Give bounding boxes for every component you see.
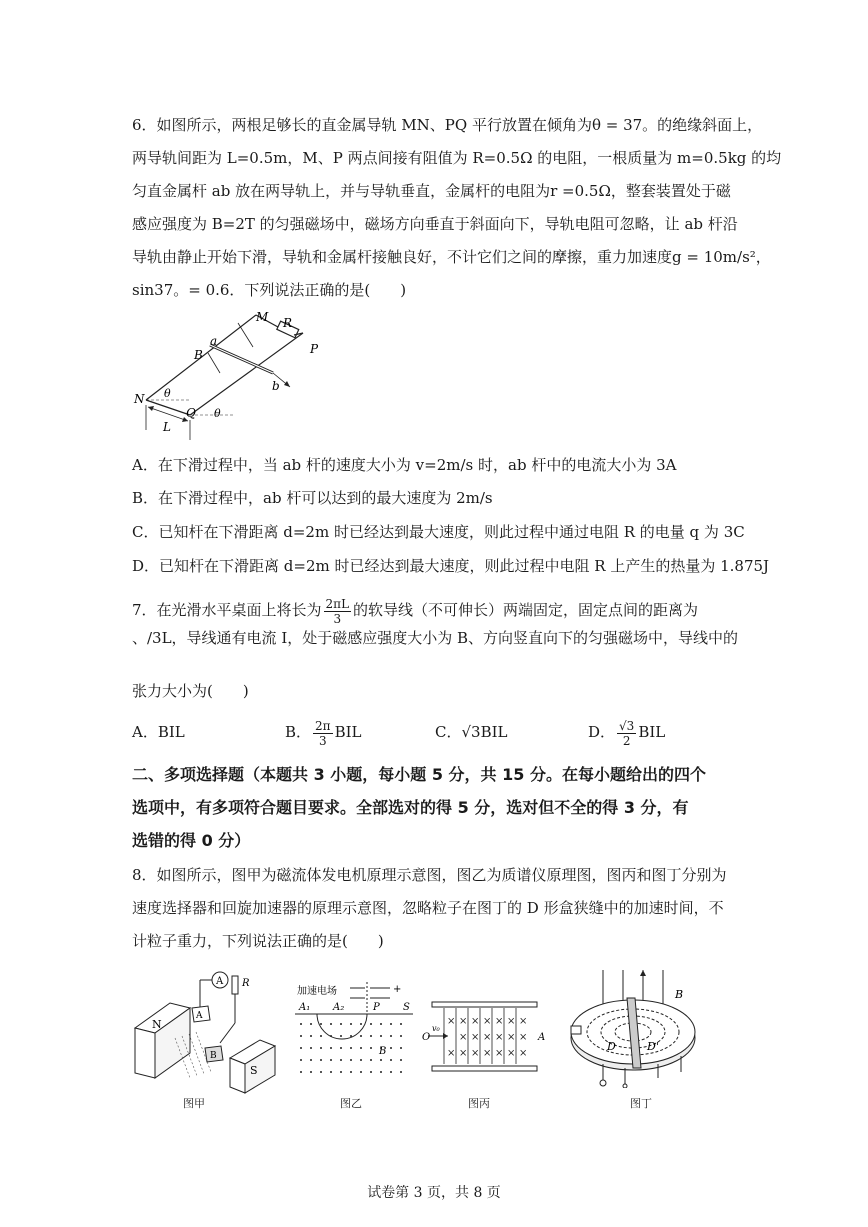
q7-option-b-num: 2π xyxy=(315,718,331,733)
fig-jia-R: R xyxy=(242,978,250,989)
fig-jia-meter-label: A xyxy=(216,976,224,987)
fig-yi-A1: A₁ xyxy=(299,1002,311,1013)
fig-bing-v0: v₀ xyxy=(432,1024,440,1033)
fig-ding-B: B xyxy=(675,988,684,1001)
svg-text:×: × xyxy=(519,1032,528,1043)
q6-option-b: B．在下滑过程中，ab 杆可以达到的最大速度为 2m/s xyxy=(132,489,493,507)
q7-option-d xyxy=(588,712,665,752)
q8-line-2: 速度选择器和回旋加速器的原理示意图，忽略粒子在图丁的 D 形盒狭缝中的加速时间，不 xyxy=(132,899,724,917)
svg-text:×: × xyxy=(483,1032,492,1043)
svg-text:×: × xyxy=(507,1016,516,1027)
q6-label-R: R xyxy=(283,316,293,330)
q7-option-b-post: BIL xyxy=(334,723,362,741)
svg-text:×: × xyxy=(483,1048,492,1059)
q7-line-2: 、/3L，导线通有电流 I，处于磁感应强度大小为 B、方向竖直向下的匀强磁场中，导线中的 xyxy=(132,629,739,647)
q7-option-b-den: 3 xyxy=(318,733,327,748)
svg-text:×: × xyxy=(447,1016,456,1027)
q7-line-3: 张力大小为( ) xyxy=(132,682,249,700)
svg-text:×: × xyxy=(447,1048,456,1059)
q6-label-theta-1: θ xyxy=(164,387,171,400)
fig-ding-D1: D xyxy=(607,1040,616,1053)
fig-bing-velocity-selector xyxy=(422,1000,547,1075)
fig-bing-A: A xyxy=(538,1032,546,1043)
q7-option-c: C．√3BIL xyxy=(435,723,508,741)
caption-bing: 图丙 xyxy=(468,1097,490,1110)
q7-line-1 xyxy=(132,590,698,630)
svg-text:×: × xyxy=(507,1048,516,1059)
q7-line-1-pre: 7．在光滑水平桌面上将长为 xyxy=(132,601,322,619)
svg-text:×: × xyxy=(471,1016,480,1027)
svg-text:×: × xyxy=(519,1016,528,1027)
q6-label-a: a xyxy=(210,334,218,348)
svg-text:×: × xyxy=(495,1048,504,1059)
caption-ding: 图丁 xyxy=(630,1097,652,1110)
fig-yi-A2: A₂ xyxy=(333,1002,345,1013)
fig-yi-B: B xyxy=(379,1046,387,1057)
q7-option-d-pre: D． xyxy=(588,723,616,741)
caption-yi: 图乙 xyxy=(340,1097,362,1110)
fig-yi-plus: + xyxy=(393,984,402,995)
q6-option-c: C．已知杆在下滑距离 d=2m 时已经达到最大速度，则此过程中通过电阻 R 的电量 q 为 3C xyxy=(132,523,745,541)
section2-line-1: 二、多项选择题（本题共 3 小题，每小题 5 分，共 15 分。在每小题给出的四个 xyxy=(132,765,706,784)
q8-line-3: 计粒子重力，下列说法正确的是( ) xyxy=(132,932,384,950)
q6-label-P: P xyxy=(310,342,319,356)
q8-line-1: 8．如图所示，图甲为磁流体发电机原理示意图，图乙为质谱仪原理图，图丙和图丁分别为 xyxy=(132,866,727,884)
q6-line-3: 匀直金属杆 ab 放在两导轨上，并与导轨垂直，金属杆的电阻为r =0.5Ω，整套装置处于磁 xyxy=(132,182,731,200)
fig-jia-plate-B: B xyxy=(210,1051,217,1061)
q7-option-a: A．BIL xyxy=(132,723,185,741)
q7-option-d-fraction xyxy=(617,719,636,748)
page-footer: 试卷第 3 页，共 8 页 xyxy=(367,1185,501,1201)
svg-text:×: × xyxy=(459,1032,468,1043)
fig-yi-title: 加速电场 xyxy=(297,986,337,997)
q7-option-d-num: √3 xyxy=(619,718,635,733)
q6-label-theta-2: θ xyxy=(214,407,221,420)
svg-text:×: × xyxy=(471,1032,480,1043)
fig-bing-O: O xyxy=(422,1032,431,1043)
q7-option-b-fraction xyxy=(313,719,333,748)
q6-rail-figure xyxy=(128,305,328,445)
q6-line-2: 两导轨间距为 L=0.5m，M、P 两点间接有阻值为 R=0.5Ω 的电阻，一根质量为 m=0.5kg 的均 xyxy=(132,149,782,167)
svg-text:×: × xyxy=(507,1032,516,1043)
svg-text:×: × xyxy=(483,1016,492,1027)
svg-text:×: × xyxy=(495,1032,504,1043)
fig-jia-S: S xyxy=(250,1064,258,1077)
svg-text:×: × xyxy=(495,1016,504,1027)
q7-frac-num: 2πL xyxy=(325,596,350,611)
q6-line-4: 感应强度为 B=2T 的匀强磁场中，磁场方向垂直于斜面向下，导轨电阻可忽略，让 ab 杆沿 xyxy=(132,215,738,233)
fig-ding-cyclotron xyxy=(563,968,713,1088)
svg-text:×: × xyxy=(471,1048,480,1059)
q6-option-d: D．已知杆在下滑距离 d=2m 时已经达到最大速度，则此过程中电阻 R 上产生的热量为 1.875J xyxy=(132,557,770,575)
fig-yi-S: S xyxy=(403,1002,410,1013)
svg-text:×: × xyxy=(459,1016,468,1027)
fig-jia-plate-A: A xyxy=(196,1011,203,1021)
q7-option-d-den: 2 xyxy=(622,733,631,748)
q7-option-d-post: BIL xyxy=(638,723,666,741)
q6-label-L: L xyxy=(163,420,171,434)
q7-line-1-post: 的软导线（不可伸长）两端固定，固定点间的距离为 xyxy=(353,601,699,619)
fig-yi-mass-spectrometer xyxy=(295,982,415,1082)
svg-text:×: × xyxy=(459,1048,468,1059)
q6-label-Q: Q xyxy=(186,406,196,420)
fig-jia-N: N xyxy=(152,1018,162,1031)
caption-jia: 图甲 xyxy=(183,1097,205,1110)
section2-line-2: 选项中，有多项符合题目要求。全部选对的得 5 分，选对但不全的得 3 分，有 xyxy=(132,798,689,817)
section2-line-3: 选错的得 0 分） xyxy=(132,831,251,850)
q6-option-a: A．在下滑过程中，当 ab 杆的速度大小为 v=2m/s 时，ab 杆中的电流大小为 3A xyxy=(132,456,677,474)
q6-line-6: sin37。= 0.6．下列说法正确的是( ) xyxy=(132,281,407,299)
q7-option-b xyxy=(285,712,361,752)
q7-length-fraction xyxy=(324,597,352,626)
q6-label-M: M xyxy=(256,310,269,324)
q6-line-1: 6．如图所示，两根足够长的直金属导轨 MN、PQ 平行放置在倾角为θ = 37。的绝缘斜面上， xyxy=(132,116,763,134)
fig-jia-mhd-generator xyxy=(130,968,280,1098)
q7-frac-den: 3 xyxy=(333,611,342,626)
q6-label-B: B xyxy=(194,348,203,362)
svg-text:×: × xyxy=(519,1048,528,1059)
q6-label-N: N xyxy=(134,392,145,406)
fig-yi-P: P xyxy=(373,1002,380,1013)
q7-option-b-pre: B． xyxy=(285,723,312,741)
fig-ding-D2: D' xyxy=(647,1040,659,1053)
q6-line-5: 导轨由静止开始下滑，导轨和金属杆接触良好，不计它们之间的摩擦，重力加速度g = 10m/s²， xyxy=(132,248,771,266)
q6-label-b: b xyxy=(272,379,280,393)
